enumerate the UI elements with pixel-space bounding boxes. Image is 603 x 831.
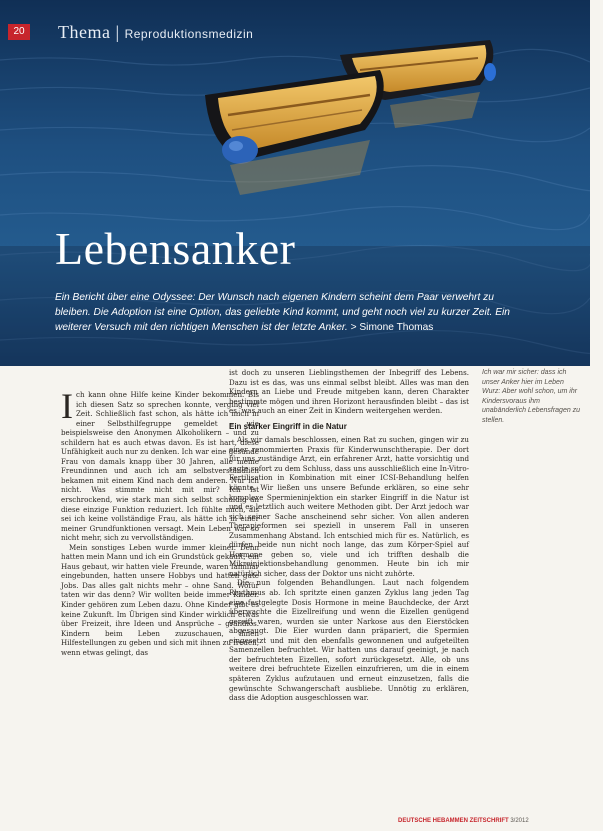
lead-text: Ein Bericht über eine Odyssee: Der Wunsch nach eigenen Kindern scheint dem Paar verwehrt zu bleiben. Die Adoption ist eine Option, das geliebte Kind kommt, und geht noch viel zu kurzer Zeit. Ein weiterer Versuch mit den richtigen Menschen ist der letzte Anker.: [55, 292, 510, 333]
hero-photo: [0, 0, 590, 366]
footer-magazine: DEUTSCHE HEBAMMEN ZEITSCHRIFT: [398, 818, 509, 824]
text-column-right: [229, 368, 469, 703]
section-title: Thema: [58, 22, 111, 42]
section-subtitle: Reproduktionsmedizin: [124, 27, 254, 41]
section-header: Thema | Reproduktionsmedizin: [58, 22, 254, 42]
drop-cap: I: [61, 386, 73, 426]
page-footer: [398, 818, 529, 824]
paragraph: ch kann ohne Hilfe keine Kinder bekommen. Bis ich diesen Satz so sprechen konnte, verging viel Zeit. Schließlich fast schon, als hätte ich mich in einer Selbsthilfegruppe gemeldet – wie beispielsweise den Anonymen Alkoholikern – und zu schildern hat es auch etwas davon. Es ist hart, diese Unfähigkeit auch nur zu denken. Ich war eine gesunde Frau von damals knapp über 30 Jahren, alle meine Freundinnen und auch ich am selbstverständlich bekamen mit einem Kind nach dem anderen. Nur ich nicht. Was stimmte nicht mit mir? Ich ist erschrockend, wie stark man sich selbst schuldig an diese einzige Funktion reduziert. Ich fühlte mich, als sei ich keine vollständige Frau, als hätte ich in einer meiner Grundfunktionen versagt. Mein Leben war so nicht mehr, sich zu vervollständigen.: [61, 390, 259, 543]
lead-arrow: >: [350, 322, 357, 333]
page-number: 20: [8, 24, 30, 40]
author-name: Simone Thomas: [359, 322, 434, 333]
paragraph: Mein sonstiges Leben wurde immer kleiner. Denn hatten mein Mann und ich ein Grundstück gekauft, ein Haus gebaut, wir hatten viele Freunde, waren familiär eingebunden, hatten unsere Hobbys und hatten gute Jobs. Das alles galt nichts mehr – ohne Sand. Wofür taten wir das denn? Wir wollten beide immer Kinder. Kinder gehören zum Leben dazu. Ohne Kinder gibt es keine Zukunft. Im Übrigen sind Kinder wirklich etwas über Freizeit, ihre Ideen und Ansprüche – grandios. Kindern beim Leben zuzuschauen, ihnen Hilfestellungen zu geben und sich mit ihnen zu freuen, wenn etwas gelingt, das: [61, 542, 259, 657]
subheading: Ein starker Eingriff in die Natur: [229, 421, 347, 431]
article-lead: [55, 290, 525, 335]
footer-issue: 3/2012: [510, 818, 529, 824]
paragraph: Als wir damals beschlossen, einen Rat zu suchen, gingen wir zu einer renommierten Praxis für Kinderwunschtherapie. Der dort für uns zuständige Arzt, ein erfahrener Arzt, hatte vorsichtig und sagte sofort zu dem Schluss, dass uns ausschließlich eine In-Vitro-Fertilisation in Kombination mit einer ICSI-Behandlung helfen könnte. Wir ließen uns unsere Befunde erklären, so eine sehr komplexe Spermieninjektion ein starker Eingriff in die Natur ist und es letztlich auch weitere Methoden gibt. Der Arzt jedoch war sich seiner Sache anscheinend sehr sicher. Von allen anderen Therapieformen sei speziell in unserem Fall in unseren Zusammenhang Abstand. Ich entschied mich für es. Natürlich, es dürfen beide nun nicht noch lange, das zum Körper-Spiel auf Hormone geben so, viele und ich trifften deshalb die Mikroinjektionsbehandlung genommen. Heute bin ich mir natürlich sicher, dass der Doktor uns nicht zuhörte.: [229, 435, 469, 578]
side-caption: Ich war mir sicher: dass ich unser Anker hier im Leben Wurz: Aber wohl schon, um ihr Kindersvoraus ihm unabänderlich Lebensfragen zu stellen.: [482, 369, 581, 424]
paragraph: Die nun folgenden Behandlungen. Laut nach folgendem Rhythmus ab. Ich spritzte einen ganzen Zyklus lang jeden Tag eine festgelegte Dosis Hormone in meine Bauchdecke, der Arzt überwachte die Eizellreifung und wenn die Eizellen genügend gereift waren, wurden sie unter Narkose aus den Eierstöcken abgesaugt. Die Eier wurden dann präpariert, die Spermien eingesetzt und mit den ebenfalls gewonnenen und aufgeteilten Samenzellen befruchtet. Wir hatten uns darauf geeinigt, je nach der befruchteten Eizellen, sofort zurückgesetzt. Alle, ob uns weitere drei befruchtete Eizellen einzufrieren, um die in einem späteren Zyklus aufzutauen und erneut einzusetzen, falls die gewünschte Schwangerschaft ausbliebe. Unnötig zu erklären, dass die Adoption ausgeschlossen war.: [229, 578, 469, 703]
paragraph: ist doch zu unseren Lieblingsthemen der Inbegriff des Lebens. Dazu ist es das, was uns einmal selbst bleibt. Alles was man den Kindern an Liebe und Freude mitgeben kann, deren Charakter bestimmte mögen und ihren Horizont herausfinden bleibt – das ist es, was auch an einer Zeit in Kindern weitergehen werden.: [229, 368, 469, 416]
article-title: Lebensanker: [55, 223, 296, 274]
